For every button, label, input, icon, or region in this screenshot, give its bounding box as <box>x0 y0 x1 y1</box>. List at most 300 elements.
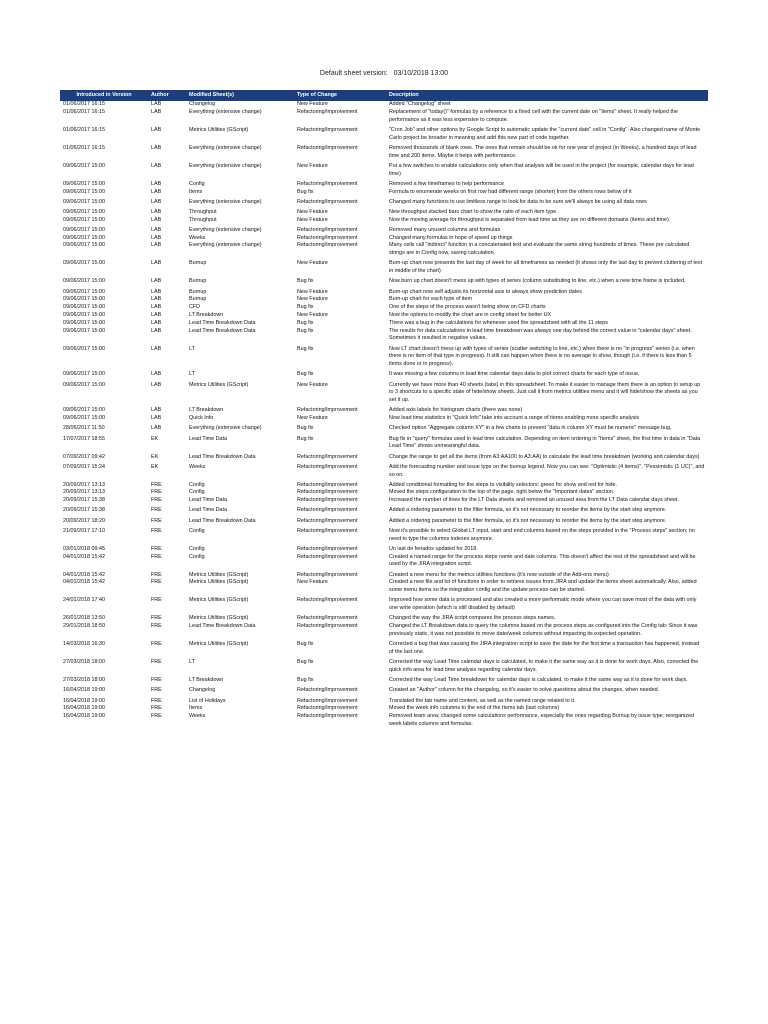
modified-sheets-cell[interactable]: LT <box>189 371 195 378</box>
description-cell[interactable]: Many cells call "indirect" function in a concatenated text and evaluate the same string hundreds of times. These pre calculated strings are in Config now, saving calculation. <box>389 242 690 257</box>
table-row <box>60 713 708 731</box>
table-row <box>60 127 708 145</box>
description-cell[interactable]: Put a few switches to enable calculations only when that analysis will be used in the project (for example, calendar days for lead time) <box>389 162 694 177</box>
description-cell[interactable]: One of the steps of the process wasn't being show on CFD charts <box>389 304 546 311</box>
description-cell[interactable]: Corrected the way Lead Time breakdown for calendar days is calculated, to make it the same way as it is done for work days. <box>389 677 688 684</box>
description-cell[interactable]: Removed many unused columns and formulas <box>389 226 501 233</box>
table-row <box>60 346 708 372</box>
author-cell[interactable]: LAB <box>151 371 162 378</box>
modified-sheets-cell[interactable]: Lead Time Breakdown Data <box>189 453 256 460</box>
author-cell[interactable]: LAB <box>151 234 162 241</box>
description-cell[interactable]: The results for data calculations in lead time breakdown was always one day behind the correct value in "calendar days" sheet. Sometimes it resulted in negative values. <box>389 327 692 342</box>
type-of-change-cell[interactable]: Refactoring/Improvement <box>297 234 358 241</box>
modified-sheets-cell[interactable]: Config <box>189 527 205 534</box>
table-row <box>60 163 708 181</box>
modified-sheets-cell[interactable]: Lead Time Breakdown Data <box>189 319 256 326</box>
table-row <box>60 623 708 641</box>
modified-sheets-cell[interactable]: LT <box>189 345 195 352</box>
author-cell[interactable]: LAB <box>151 407 162 414</box>
modified-sheets-cell[interactable]: Lead Time Data <box>189 507 228 514</box>
description-cell[interactable]: Replacement of "today()" formulas by a reference to a fixed cell with the current date on "Items" sheet. It really helped the performance as it was less expensive to compute. <box>389 108 679 123</box>
modified-sheets-cell[interactable]: LT <box>189 659 195 666</box>
table-row <box>60 278 708 288</box>
modified-sheets-cell[interactable]: Weeks <box>189 713 206 720</box>
description-cell[interactable]: Burn-up chart now presents the last day of week for all timeframes as needed (it shows only the last day to prevent cluttering of text in middle of the chart) <box>389 260 703 275</box>
version-cell[interactable]: 09/06/2017 15:00 <box>63 162 105 169</box>
description-cell[interactable]: New throughput stacked bars chart to show the ratio of each item type <box>389 208 557 215</box>
version-cell[interactable]: 20/09/2017 18:20 <box>63 517 105 524</box>
type-of-change-cell[interactable]: New Feature <box>297 381 328 388</box>
author-cell[interactable]: FRE <box>151 623 162 630</box>
table-row <box>60 371 708 381</box>
description-cell[interactable]: Translated the tab name and content, as well as the named range related to it. <box>389 697 576 704</box>
author-cell[interactable]: LAB <box>151 319 162 326</box>
modified-sheets-cell[interactable]: LT Breakdown <box>189 407 224 414</box>
type-of-change-cell[interactable]: New Feature <box>297 312 328 319</box>
description-cell[interactable]: Checked option "Aggregate column XY" in a few charts to prevent "data in column XY must be numeric" message bug. <box>389 425 672 432</box>
description-cell[interactable]: Burn-up chart now self adjusts its horizontal axis to always show prediction dates <box>389 288 582 295</box>
version-cell[interactable]: 09/06/2017 15:00 <box>63 319 105 326</box>
description-cell[interactable]: Now the options to modify the chart are in config sheet for better UX <box>389 312 552 319</box>
description-cell[interactable]: Formula to enumerate weeks on first row had different range (shorter) from the others rows below of it <box>389 188 632 195</box>
description-cell[interactable]: Removed team area; changed some calculations performance, especially the ones regarding Burnup by issue type; reorganized week labels columns and formulas. <box>389 713 695 727</box>
author-cell[interactable]: LAB <box>151 345 162 352</box>
version-cell[interactable]: 09/06/2017 15:00 <box>63 415 105 422</box>
type-of-change-cell[interactable]: Refactoring/Improvement <box>297 226 358 233</box>
author-cell[interactable]: LAB <box>151 226 162 233</box>
type-of-change-cell[interactable]: Refactoring/Improvement <box>297 453 358 460</box>
modified-sheets-cell[interactable]: Quick Info <box>189 415 214 422</box>
type-of-change-cell[interactable]: New Feature <box>297 260 328 267</box>
version-cell[interactable]: 01/06/2017 16:15 <box>63 101 105 107</box>
version-cell[interactable]: 09/06/2017 15:00 <box>63 242 105 249</box>
type-of-change-cell[interactable]: Refactoring/Improvement <box>297 713 358 720</box>
version-cell[interactable]: 01/06/2017 16:15 <box>63 108 105 115</box>
table-row <box>60 415 708 425</box>
author-cell[interactable]: LAB <box>151 101 162 107</box>
modified-sheets-cell[interactable]: LT Breakdown <box>189 312 224 319</box>
author-cell[interactable]: LAB <box>151 312 162 319</box>
table-row <box>60 705 708 713</box>
type-of-change-cell[interactable]: Bug fix <box>297 677 314 684</box>
modified-sheets-cell[interactable]: Everything (extensive change) <box>189 242 262 249</box>
description-cell[interactable]: Removed thousands of blank rows. The ones that remain should be ok for one year of project (in Weeks), a hundred days of lead time and 200 items. Maybe it helps with performance. <box>389 144 697 159</box>
author-cell[interactable]: LAB <box>151 288 162 295</box>
table-body <box>60 101 708 731</box>
version-cell[interactable]: 24/01/2018 17:40 <box>63 597 105 604</box>
version-cell[interactable]: 20/09/2017 13:13 <box>63 481 105 488</box>
table-row <box>60 227 708 235</box>
version-cell[interactable]: 21/09/2017 17:10 <box>63 527 105 534</box>
type-of-change-cell[interactable]: Refactoring/Improvement <box>297 705 358 712</box>
table-row <box>60 546 708 554</box>
type-of-change-cell[interactable]: Refactoring/Improvement <box>297 517 358 524</box>
type-of-change-cell[interactable]: Refactoring/Improvement <box>297 623 358 630</box>
description-cell[interactable]: Now the moving average for throughput is separated from lead time as they are on different domains (items and time) <box>389 216 669 223</box>
type-of-change-cell[interactable]: Refactoring/Improvement <box>297 527 358 534</box>
version-cell[interactable]: 20/09/2017 13:13 <box>63 489 105 496</box>
table-row <box>60 615 708 623</box>
type-of-change-cell[interactable]: Bug fix <box>297 435 314 442</box>
modified-sheets-cell[interactable]: Lead Time Data <box>189 497 228 504</box>
modified-sheets-cell[interactable]: Everything (extensive change) <box>189 162 262 169</box>
type-of-change-cell[interactable]: Refactoring/Improvement <box>297 407 358 414</box>
description-cell[interactable]: Moved the steps configuration to the top of the page, right below the "Important dates" section. <box>389 489 615 496</box>
table-row <box>60 579 708 597</box>
column-header-version[interactable]: Introduced in Version <box>60 90 148 101</box>
author-cell[interactable]: LAB <box>151 278 162 285</box>
type-of-change-cell[interactable]: Refactoring/Improvement <box>297 697 358 704</box>
modified-sheets-cell[interactable]: Config <box>189 481 205 488</box>
version-cell[interactable]: 09/06/2017 15:00 <box>63 278 105 285</box>
author-cell[interactable]: FRE <box>151 705 162 712</box>
author-cell[interactable]: LAB <box>151 180 162 187</box>
table-row <box>60 497 708 507</box>
type-of-change-cell[interactable]: New Feature <box>297 579 328 586</box>
author-cell[interactable]: FRE <box>151 697 162 704</box>
version-cell[interactable]: 09/06/2017 15:00 <box>63 304 105 311</box>
description-cell[interactable]: Now LT chart doesn't mess up with types of series (scatter switching to line, etc.) when there is no "in progress" series (i.e. when there is no item of that type in progress). It still can happen when there is no average to show, though (i.e. if there is less than 5 items done or in progress). <box>389 345 695 368</box>
author-cell[interactable]: FRE <box>151 615 162 622</box>
type-of-change-cell[interactable]: Bug fix <box>297 327 314 334</box>
description-cell[interactable]: Changed the way the JIRA script compares the process steps names. <box>389 615 556 622</box>
column-header-description[interactable]: Description <box>386 90 708 101</box>
author-cell[interactable]: EK <box>151 463 159 470</box>
author-cell[interactable]: EK <box>151 453 159 460</box>
modified-sheets-cell[interactable]: Everything (extensive change) <box>189 226 262 233</box>
type-of-change-cell[interactable]: Bug fix <box>297 188 314 195</box>
author-cell[interactable]: FRE <box>151 527 162 534</box>
author-cell[interactable]: LAB <box>151 108 162 115</box>
table-row <box>60 659 708 677</box>
type-of-change-cell[interactable]: New Feature <box>297 216 328 223</box>
description-cell[interactable]: Add the forecasting number and issue type on the burnup legend. Now you can see: "Optimistic (4 items)", "Pessimistic (1 UC)", and so on. <box>389 463 705 478</box>
type-of-change-cell[interactable]: Refactoring/Improvement <box>297 507 358 514</box>
author-cell[interactable]: FRE <box>151 553 162 560</box>
author-cell[interactable]: FRE <box>151 571 162 578</box>
version-cell[interactable]: 09/06/2017 15:00 <box>63 234 105 241</box>
modified-sheets-cell[interactable]: CFD <box>189 304 201 311</box>
author-cell[interactable]: LAB <box>151 216 162 223</box>
author-cell[interactable]: FRE <box>151 507 162 514</box>
modified-sheets-cell[interactable]: Burnup <box>189 296 207 303</box>
type-of-change-cell[interactable]: Refactoring/Improvement <box>297 242 358 249</box>
table-row <box>60 489 708 497</box>
version-cell[interactable]: 09/06/2017 15:00 <box>63 260 105 267</box>
description-cell[interactable]: Corrected the way Lead Time calendar days is calculated, to make it the same way as it is done for work days. Also, corrected the quick info area for lead time analysis regarding calendar days. <box>389 659 699 673</box>
type-of-change-cell[interactable]: Refactoring/Improvement <box>297 180 358 187</box>
type-of-change-cell[interactable]: Bug fix <box>297 345 314 352</box>
type-of-change-cell[interactable]: New Feature <box>297 296 328 303</box>
description-cell[interactable]: Corrected a bug that was causing the JIRA integration script to save the date for the first time a transaction has happened, instead of the last one. <box>389 641 700 655</box>
type-of-change-cell[interactable]: New Feature <box>297 101 328 107</box>
modified-sheets-cell[interactable]: Lead Time Breakdown Data <box>189 517 256 524</box>
type-of-change-cell[interactable]: Refactoring/Improvement <box>297 687 358 694</box>
type-of-change-cell[interactable]: Refactoring/Improvement <box>297 571 358 578</box>
table-row <box>60 597 708 615</box>
table-row <box>60 217 708 227</box>
type-of-change-cell[interactable]: Bug fix <box>297 641 314 648</box>
modified-sheets-cell[interactable]: Config <box>189 180 205 187</box>
type-of-change-cell[interactable]: Refactoring/Improvement <box>297 481 358 488</box>
type-of-change-cell[interactable]: Bug fix <box>297 371 314 378</box>
table-row <box>60 109 708 127</box>
table-header-row <box>60 90 708 101</box>
modified-sheets-cell[interactable]: Config <box>189 545 205 552</box>
author-cell[interactable]: LAB <box>151 415 162 422</box>
version-cell[interactable]: 16/04/2018 19:00 <box>63 697 105 704</box>
type-of-change-cell[interactable]: Bug fix <box>297 304 314 311</box>
author-cell[interactable]: LAB <box>151 381 162 388</box>
version-cell[interactable]: 09/06/2017 15:00 <box>63 198 105 205</box>
modified-sheets-cell[interactable]: Throughput <box>189 216 217 223</box>
version-cell[interactable]: 07/09/2017 09:42 <box>63 453 105 460</box>
version-cell[interactable]: 09/06/2017 15:00 <box>63 226 105 233</box>
type-of-change-cell[interactable]: New Feature <box>297 208 328 215</box>
type-of-change-cell[interactable]: Bug fix <box>297 319 314 326</box>
author-cell[interactable]: LAB <box>151 126 162 133</box>
description-cell[interactable]: Improved how some data is processed and also created a more performatic mode where you can save most of the data with only one write operation (which is still disabled by default) <box>389 597 697 612</box>
type-of-change-cell[interactable]: Refactoring/Improvement <box>297 497 358 504</box>
description-cell[interactable]: Bug fix in "query" formulas used in lead time calculation. Depending on item ordering in "Items" sheet, the first time in data in "Data Lead Time" shows unmeaningful data. <box>389 435 701 450</box>
description-cell[interactable]: Increased the number of lines for the LT Data sheets and removed an unused area from the LT Data calendar days sheet. <box>389 497 679 504</box>
author-cell[interactable]: FRE <box>151 641 162 648</box>
description-cell[interactable]: Moved the week info columns to the end of the Items tab (last columns) <box>389 705 560 712</box>
author-cell[interactable]: LAB <box>151 144 162 151</box>
description-cell[interactable]: Added "Changelog" sheet <box>389 101 451 107</box>
type-of-change-cell[interactable]: Refactoring/Improvement <box>297 545 358 552</box>
version-cell[interactable]: 09/06/2017 15:00 <box>63 180 105 187</box>
table-row <box>60 436 708 454</box>
table-row <box>60 518 708 528</box>
description-cell[interactable]: Currently we have more than 40 sheets (tabs) in this spreadsheet. To make it easier to manage them there is an option to setup up to 3 shortcuts to a specific state of hide/show sheets. Just call it from metrics utilities menu and it will hide/show the sheets as you set it up. <box>389 381 701 404</box>
modified-sheets-cell[interactable]: Lead Time Breakdown Data <box>189 327 256 334</box>
version-cell[interactable]: 14/03/2018 16:30 <box>63 641 105 648</box>
table-row <box>60 145 708 163</box>
table-row <box>60 242 708 260</box>
version-cell[interactable]: 04/01/2018 15:42 <box>63 571 105 578</box>
table-row <box>60 296 708 304</box>
version-cell[interactable]: 09/06/2017 15:00 <box>63 288 105 295</box>
version-cell[interactable]: 16/04/2018 19:00 <box>63 705 105 712</box>
type-of-change-cell[interactable]: Bug fix <box>297 425 314 432</box>
type-of-change-cell[interactable]: New Feature <box>297 415 328 422</box>
type-of-change-cell[interactable]: Refactoring/Improvement <box>297 463 358 470</box>
column-header-author[interactable]: Author <box>148 90 186 101</box>
version-cell[interactable]: 04/01/2018 15:42 <box>63 553 105 560</box>
author-cell[interactable]: LAB <box>151 296 162 303</box>
author-cell[interactable]: FRE <box>151 677 162 684</box>
version-cell[interactable]: 09/06/2017 15:00 <box>63 327 105 334</box>
version-cell[interactable]: 09/06/2017 15:00 <box>63 296 105 303</box>
type-of-change-cell[interactable]: Refactoring/Improvement <box>297 597 358 604</box>
description-cell[interactable]: Change the range to get all the items (from A3:AA100 to A3:AA) to calculate the lead time breakdown (working and calendar days) <box>389 453 700 460</box>
description-cell[interactable]: Changed many functions to use limitless range to look for data to be sure we'll always be using all data rows <box>389 198 647 205</box>
version-cell[interactable]: 29/01/2018 18:50 <box>63 623 105 630</box>
column-header-modified-sheets[interactable]: Modified Sheet(s) <box>186 90 294 101</box>
modified-sheets-cell[interactable]: Everything (extensive change) <box>189 108 262 115</box>
version-cell[interactable]: 16/04/2018 19:00 <box>63 713 105 720</box>
type-of-change-cell[interactable]: Refactoring/Improvement <box>297 108 358 115</box>
author-cell[interactable]: LAB <box>151 208 162 215</box>
description-cell[interactable]: Added axis labels for histogram charts (there was none) <box>389 407 523 414</box>
version-cell[interactable]: 04/01/2018 15:42 <box>63 579 105 586</box>
description-cell[interactable]: There was a bug in the calculations for whenever used the spreadsheet with all the 11 steps <box>389 319 608 326</box>
modified-sheets-cell[interactable]: Metrics Utilities (GScript) <box>189 381 249 388</box>
author-cell[interactable]: LAB <box>151 425 162 432</box>
modified-sheets-cell[interactable]: Config <box>189 553 205 560</box>
type-of-change-cell[interactable]: Refactoring/Improvement <box>297 553 358 560</box>
modified-sheets-cell[interactable]: Metrics Utilities (GScript) <box>189 579 249 586</box>
version-cell[interactable]: 28/06/2017 11:50 <box>63 425 105 432</box>
description-cell[interactable]: "Cron Job" and other options by Google Script to automatic update the "current date" cell in "Config". Also changed name of Monte Carlo project be broader in meaning and add this new part of code together. <box>389 126 701 141</box>
table-row <box>60 407 708 415</box>
description-cell[interactable]: Added a ordering parameter to the filter formula, so it's not necessary to reorder the items by the start step anymore. <box>389 517 667 524</box>
author-cell[interactable]: FRE <box>151 713 162 720</box>
description-cell[interactable]: Changed many formulas in hope of speed up things <box>389 234 513 241</box>
version-cell[interactable]: 09/06/2017 15:00 <box>63 407 105 414</box>
author-cell[interactable]: EK <box>151 435 159 442</box>
description-cell[interactable]: Created a new file and lot of functions in order to retrieve issues from JIRA and update the items sheet automatically. Also, added some menu items so the integration config and the update process can be started. <box>389 579 697 594</box>
author-cell[interactable]: LAB <box>151 242 162 249</box>
author-cell[interactable]: FRE <box>151 489 162 496</box>
modified-sheets-cell[interactable]: LT Breakdown <box>189 677 224 684</box>
author-cell[interactable]: FRE <box>151 497 162 504</box>
author-cell[interactable]: FRE <box>151 579 162 586</box>
author-cell[interactable]: LAB <box>151 188 162 195</box>
modified-sheets-cell[interactable]: Lead Time Data <box>189 435 228 442</box>
type-of-change-cell[interactable]: Refactoring/Improvement <box>297 615 358 622</box>
version-cell[interactable]: 17/07/2017 18:55 <box>63 435 105 442</box>
version-cell[interactable]: 09/06/2017 15:00 <box>63 208 105 215</box>
modified-sheets-cell[interactable]: Metrics Utilities (GScript) <box>189 571 249 578</box>
author-cell[interactable]: FRE <box>151 597 162 604</box>
type-of-change-cell[interactable]: New Feature <box>297 288 328 295</box>
table-row <box>60 209 708 217</box>
type-of-change-cell[interactable]: Refactoring/Improvement <box>297 489 358 496</box>
description-cell[interactable]: Created a new menu for the metrics utilities functions (it's now outside of the Add-ons menu) <box>389 571 609 578</box>
author-cell[interactable]: FRE <box>151 659 162 666</box>
modified-sheets-cell[interactable]: Changelog <box>189 101 216 107</box>
description-cell[interactable]: Added a ordering parameter to the filter formula, so it's not necessary to reorder the items by the start step anymore. <box>389 507 667 514</box>
modified-sheets-cell[interactable]: Everything (extensive change) <box>189 144 262 151</box>
type-of-change-cell[interactable]: Refactoring/Improvement <box>297 126 358 133</box>
modified-sheets-cell[interactable]: Config <box>189 489 205 496</box>
table-row <box>60 289 708 297</box>
version-cell[interactable]: 07/09/2017 15:24 <box>63 463 105 470</box>
type-of-change-cell[interactable]: Refactoring/Improvement <box>297 144 358 151</box>
description-cell[interactable]: Added conditional formatting for the steps to visibility selectors: green for show and red for hide. <box>389 481 618 488</box>
modified-sheets-cell[interactable]: Metrics Utilities (GScript) <box>189 126 249 133</box>
table-row <box>60 101 708 109</box>
modified-sheets-cell[interactable]: Weeks <box>189 234 206 241</box>
description-cell[interactable]: It was missing a few columns in lead time calendar days data to plot correct charts for each type of issue. <box>389 371 640 378</box>
author-cell[interactable]: FRE <box>151 687 162 694</box>
author-cell[interactable]: LAB <box>151 162 162 169</box>
description-cell[interactable]: Created an "Author" column for the changelog, so it's easier to solve questions about the changes, when needed. <box>389 687 660 694</box>
type-of-change-cell[interactable]: Bug fix <box>297 659 314 666</box>
author-cell[interactable]: LAB <box>151 327 162 334</box>
table-row <box>60 687 708 697</box>
modified-sheets-cell[interactable]: Metrics Utilities (GScript) <box>189 597 249 604</box>
version-cell[interactable]: 20/09/2017 15:38 <box>63 497 105 504</box>
default-sheet-version <box>0 70 768 77</box>
version-cell[interactable]: 27/03/2018 18:00 <box>63 677 105 684</box>
version-cell[interactable]: 01/06/2017 16:15 <box>63 126 105 133</box>
table-row <box>60 425 708 435</box>
modified-sheets-cell[interactable]: Everything (extensive change) <box>189 425 262 432</box>
modified-sheets-cell[interactable]: Metrics Utilities (GScript) <box>189 615 249 622</box>
changelog-table <box>60 90 708 731</box>
description-cell[interactable]: Burn-up chart for each type of item <box>389 296 472 303</box>
version-cell[interactable]: 09/06/2017 15:00 <box>63 188 105 195</box>
modified-sheets-cell[interactable]: Lead Time Breakdown Data <box>189 623 256 630</box>
author-cell[interactable]: FRE <box>151 517 162 524</box>
version-cell[interactable]: 09/06/2017 15:00 <box>63 216 105 223</box>
author-cell[interactable]: LAB <box>151 260 162 267</box>
description-cell[interactable]: Now burn up chart doesn't mess up with types of series (column substituting to line, etc.) when a new time frame is included. <box>389 278 686 285</box>
table-row <box>60 189 708 199</box>
table-row <box>60 677 708 687</box>
table-row <box>60 554 708 572</box>
version-cell[interactable]: 09/06/2017 15:00 <box>63 371 105 378</box>
type-of-change-cell[interactable]: New Feature <box>297 162 328 169</box>
modified-sheets-cell[interactable]: Changelog <box>189 687 216 694</box>
table-row <box>60 482 708 490</box>
author-cell[interactable]: LAB <box>151 198 162 205</box>
version-cell[interactable]: 09/06/2017 15:00 <box>63 345 105 352</box>
modified-sheets-cell[interactable]: Everything (extensive change) <box>189 198 262 205</box>
modified-sheets-cell[interactable]: Burnup <box>189 278 207 285</box>
version-cell[interactable]: 01/06/2017 16:15 <box>63 144 105 151</box>
table-row <box>60 312 708 320</box>
type-of-change-cell[interactable]: Refactoring/Improvement <box>297 198 358 205</box>
author-cell[interactable]: FRE <box>151 545 162 552</box>
version-cell[interactable]: 03/01/2018 09:45 <box>63 545 105 552</box>
modified-sheets-cell[interactable]: Burnup <box>189 288 207 295</box>
table-row <box>60 328 708 346</box>
version-cell[interactable]: 20/09/2017 15:38 <box>63 507 105 514</box>
description-cell[interactable]: Now it's possible to select Global LT input, start and end columns based on the steps provided in the "Process steps" section; no need to type the columns indexes anymore. <box>389 527 695 542</box>
description-cell[interactable]: Removed a few timeframes to help performance <box>389 180 505 187</box>
version-value: 03/10/2018 13:00 <box>393 70 449 77</box>
modified-sheets-cell[interactable]: Items <box>189 705 203 712</box>
modified-sheets-cell[interactable]: Metrics Utilities (GScript) <box>189 641 249 648</box>
modified-sheets-cell[interactable]: Items <box>189 188 203 195</box>
table-row <box>60 698 708 706</box>
version-cell[interactable]: 09/06/2017 15:00 <box>63 312 105 319</box>
description-cell[interactable]: Un last de feriados updated for 2018. <box>389 545 478 552</box>
description-cell[interactable]: Changed the LT Breakdown data to query the columns based on the process steps as configured into the Config tab; Since it was previously static, it was not possible to move date/week columns without impacting its expected operation. <box>389 623 698 637</box>
author-cell[interactable]: FRE <box>151 481 162 488</box>
version-cell[interactable]: 16/04/2018 19:00 <box>63 687 105 694</box>
version-cell[interactable]: 27/03/2018 18:00 <box>63 659 105 666</box>
column-header-type-of-change[interactable]: Type of Change <box>294 90 386 101</box>
version-cell[interactable]: 09/06/2017 15:00 <box>63 381 105 388</box>
type-of-change-cell[interactable]: Bug fix <box>297 278 314 285</box>
modified-sheets-cell[interactable]: Burnup <box>189 260 207 267</box>
table-row <box>60 382 708 408</box>
modified-sheets-cell[interactable]: Weeks <box>189 463 206 470</box>
table-row <box>60 507 708 517</box>
modified-sheets-cell[interactable]: Throughput <box>189 208 217 215</box>
table-row <box>60 304 708 312</box>
description-cell[interactable]: Created a named range for the process steps name and date columns. This doesn't affect the rest of the spreadsheet and will be used by the JIRA integration script. <box>389 553 696 568</box>
modified-sheets-cell[interactable]: List of Holidays <box>189 697 226 704</box>
author-cell[interactable]: LAB <box>151 304 162 311</box>
description-cell[interactable]: Now lead time statistics in "Quick Info" take into account a range of items enabling more specific analysis <box>389 415 640 422</box>
version-cell[interactable]: 26/01/2018 13:50 <box>63 615 105 622</box>
